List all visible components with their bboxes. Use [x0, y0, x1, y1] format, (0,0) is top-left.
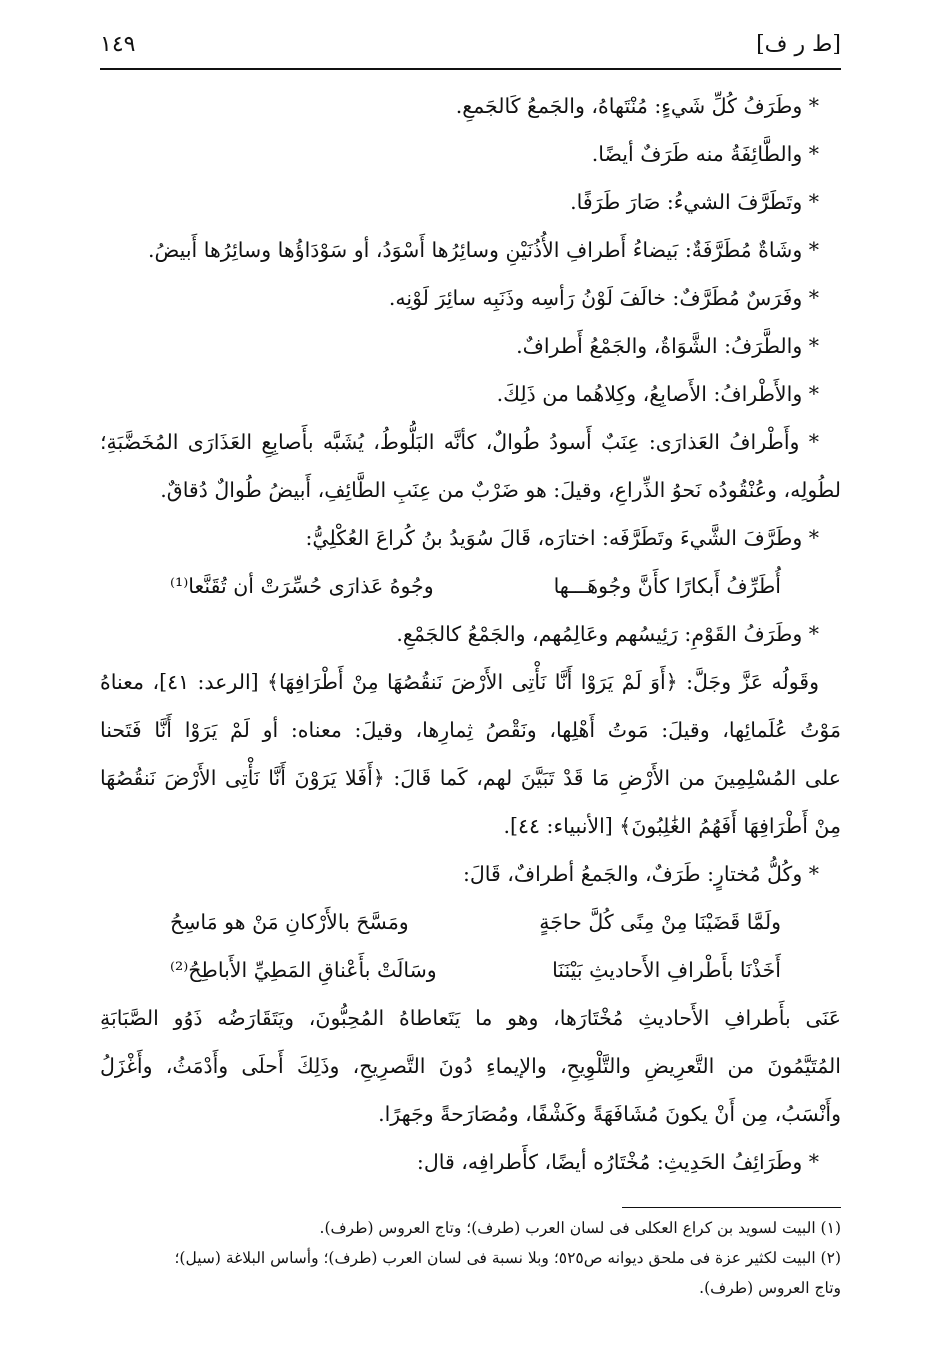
entry-line: * وطَرَفُ كُلِّ شَيءٍ: مُنْتَهاهُ، والجَمعُ كَالجَمعِ.: [455, 94, 819, 118]
entry-line: * والطَّرَفُ: الشَّوَاةُ، والجَمْعُ أَطرافٌ.: [516, 334, 819, 358]
entry-line: مَوْتُ عُلَمائِها، وقيلَ: مَوتُ أَهْلِها، ونَقْصُ ثِمارِها، وقيلَ: معناه: أو لَمْ يَرَوْا أَنَّا فَتَحنا: [100, 718, 841, 742]
header-rule: [100, 68, 841, 70]
root-heading: [ط ر ف]: [756, 32, 841, 57]
entry-line: * وتَطَرَّفَ الشيءُ: صَارَ طَرَفًا.: [570, 190, 819, 214]
entry-line: * والطَّائِفَةُ منه طَرَفٌ أيضًا.: [591, 142, 819, 166]
verse-hemistich-second: وسَالَتْ بأَعْناقِ المَطِيِّ الأَباطِحُ⁽²⁾: [170, 958, 437, 982]
entry-line: * والأَطْرافُ: الأَصابِعُ، وكِلاهُما من ذَلِكَ.: [496, 382, 819, 406]
entry-line: * وأَطْرافُ العَذارَى: عِنَبٌ أَسودُ طُوالٌ، كأنَّه البَلُّوطُ، يُشَبَّه بأَصابِعِ العَذَارَى المُخَضَّبَةِ؛: [100, 430, 819, 454]
verse-hemistich-second: ومَسَّحَ بالأَرْكانِ مَنْ هو مَاسِحُ: [170, 910, 409, 934]
verse-hemistich-first: أُطَرِّفُ أَبكارًا كأَنَّ وجُوهَـــها: [553, 574, 781, 598]
entry-line: المُتَيَّمُونَ من التَّعرِيضِ والتَّلْوِيحِ، والإيماءِ دُونَ التَّصرِيحِ، وذَلِكَ أَحلَى وأَدْمَثُ، وأَغْزَلُ: [100, 1054, 841, 1078]
running-header: [100, 26, 841, 66]
entry-line: عَنَى بأَطرافِ الأَحاديثِ مُخْتَارَها، وهو ما يَتَعاطاهُ المُحِبُّونَ، ويَتَقَارَضُه ذَوُو الصَّبَابَةِ: [100, 1006, 841, 1030]
entry-line: مِنْ أَطْرَافِهَا أَفَهُمُ الغَٰلِبُونَ﴾ [الأنبياء: ٤٤].: [503, 814, 841, 838]
entry-line: وأَنْسَبُ، مِن أَنْ يكونَ مُشَافَهَةً وكَشْفًا، ومُصَارَحةً وجَهرًا.: [378, 1102, 841, 1126]
entry-line: * وطَرَائِفُ الحَدِيثِ: مُخْتَارُه أيضًا، كأَطرافِه، قال:: [416, 1150, 819, 1174]
poetry-verse: [100, 946, 841, 994]
footnotes: [100, 1213, 841, 1303]
verse-hemistich-first: ولَمَّا قَضَيْنَا مِنْ مِنًى كُلَّ حاجَةٍ: [539, 910, 781, 934]
verse-hemistich-first: أَخَذْنَا بأَطْرافِ الأَحاديثِ بَيْنَنَا: [552, 958, 781, 982]
footnote-rule: [622, 1207, 841, 1208]
footnote: (٢) البيت لكثير عزة فى ملحق ديوانه ص٥٢٥؛ وبلا نسبة فى لسان العرب (طرف)؛ وأساس البلاغة (سيل)؛: [174, 1249, 841, 1267]
poetry-verse: [100, 562, 841, 610]
footnote-continuation: وتاج العروس (طرف).: [699, 1279, 841, 1297]
entry-line: * وفَرَسٌ مُطَرَّفٌ: خالَفَ لَوْنُ رَأسِه وذَنَبِه سائِرَ لَوْنِه.: [388, 286, 819, 310]
page-number: ١٤٩: [100, 32, 136, 57]
entry-line: * وكُلُّ مُختارٍ: طَرَفٌ، والجَمعُ أطرافٌ، قَالَ:: [462, 862, 819, 886]
entry-line: * وطَرَفُ القَوْمِ: رَئِيسُهم وعَالِمُهم، والجَمْعُ كالجَمْعِ.: [396, 622, 819, 646]
entry-line: لطُولِه، وعُنْقُودُه نَحوُ الذِّراعِ، وقيلَ: هو ضَرْبٌ من عِنَبِ الطَّائِفِ، أَبيضُ طُوالٌ دُقاقٌ.: [160, 478, 841, 502]
entry-line: * وطَرَّفَ الشَّيءَ وتَطَرَّفَه: اختارَه، قَالَ سُوَيدُ بنُ كُراعَ العُكْلِيُّ:: [305, 526, 819, 550]
entry-line: * وشَاةٌ مُطَرَّفَةٌ: بَيضاءُ أَطرافِ الأُذُنَيْنِ وسائِرُها أَسْوَدُ، أو سَوْدَاؤُها وسائِرُها أَبيضُ.: [148, 238, 819, 262]
footnote: (١) البيت لسويد بن كراع العكلى فى لسان العرب (طرف)؛ وتاج العروس (طرف).: [319, 1219, 841, 1237]
entry-body: [100, 82, 841, 1186]
entry-line: على المُسْلِمِينَ من الأَرْضِ مَا قَدْ تَبَيَّنَ لهم، كَما قَالَ: ﴿أَفَلا يَرَوْنَ أَنَّا نَأْتِى الأَرْضَ نَنقُصُهَا: [100, 766, 841, 790]
poetry-verse: [100, 898, 841, 946]
verse-hemistich-second: وجُوهُ عَذارَى حُسِّرَتْ أن تُقَنَّعا⁽¹⁾: [170, 574, 434, 598]
entry-line: وقَولُه عَزَّ وجَلَّ: ﴿أَوَ لَمْ يَرَوْا أَنَّا نَأْتِى الأَرْضَ نَنقُصُهَا مِنْ أَطْرَافِهَا﴾ [الرعد: ٤١]، معناهُ: [100, 670, 819, 694]
